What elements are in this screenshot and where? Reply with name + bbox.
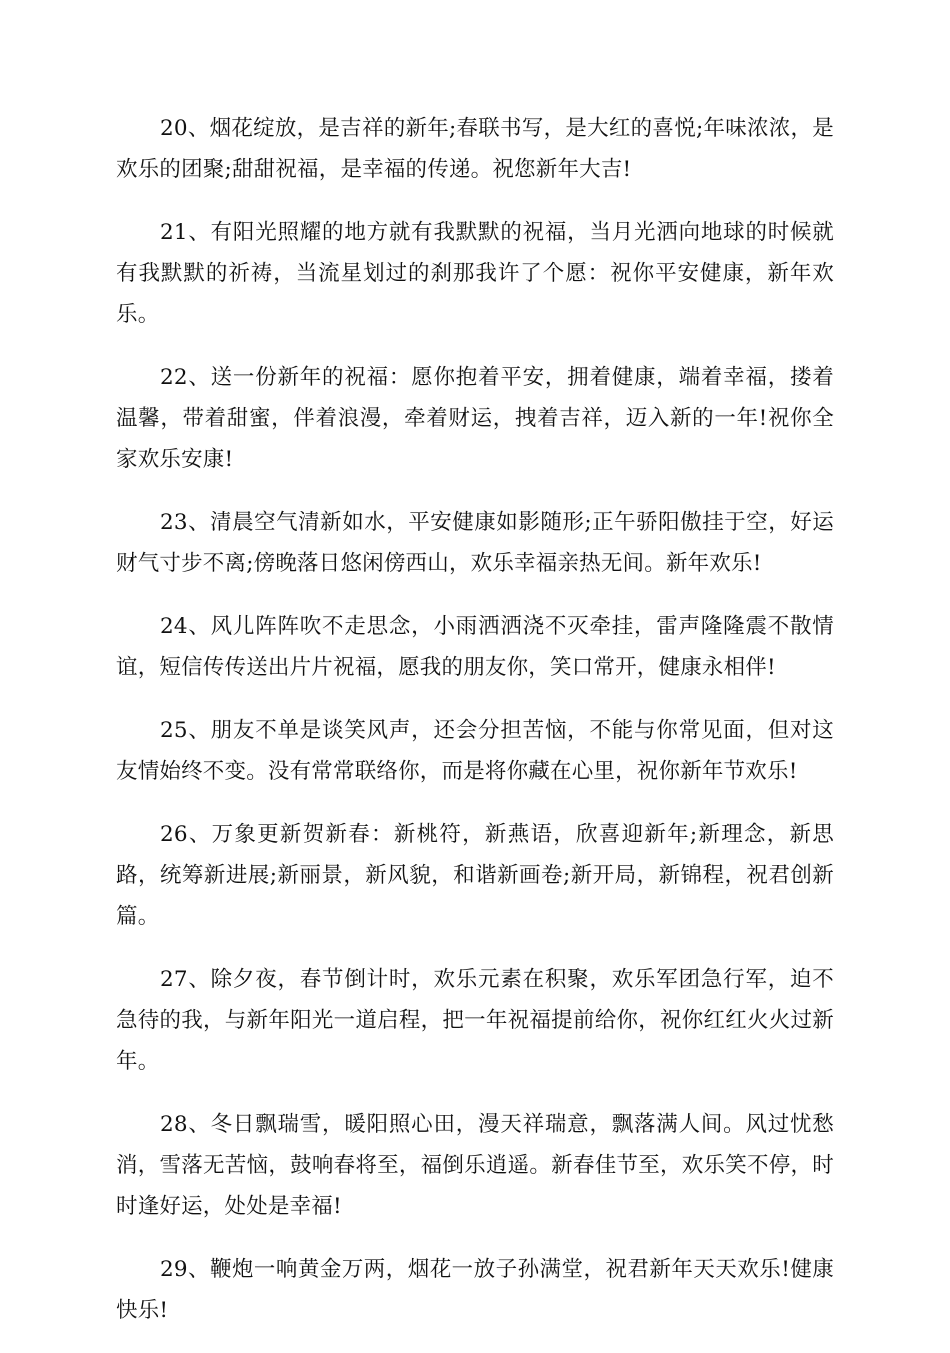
paragraph-24: 24、风儿阵阵吹不走思念，小雨洒洒浇不灭牵挂，雷声隆隆震不散情谊，短信传传送出片片祝福，愿我的朋友你，笑口常开，健康永相伴! — [116, 614, 834, 680]
paragraph-29: 29、鞭炮一响黄金万两，烟花一放子孙满堂，祝君新年天天欢乐!健康快乐! — [116, 1257, 834, 1323]
paragraph-28: 28、冬日飘瑞雪，暖阳照心田，漫天祥瑞意，飘落满人间。风过忧愁消，雪落无苦恼，鼓响春将至，福倒乐逍遥。新春佳节至，欢乐笑不停，时时逢好运，处处是幸福! — [116, 1112, 834, 1219]
paragraph-27: 27、除夕夜，春节倒计时，欢乐元素在积聚，欢乐军团急行军，迫不急待的我，与新年阳光一道启程，把一年祝福提前给你，祝你红红火火过新年。 — [116, 967, 834, 1074]
paragraph-25: 25、朋友不单是谈笑风声，还会分担苦恼，不能与你常见面，但对这友情始终不变。没有常常联络你，而是将你藏在心里，祝你新年节欢乐! — [116, 718, 834, 784]
paragraph-22: 22、送一份新年的祝福：愿你抱着平安，拥着健康，端着幸福，搂着温馨，带着甜蜜，伴着浪漫，牵着财运，拽着吉祥，迈入新的一年!祝你全家欢乐安康! — [116, 365, 834, 472]
paragraph-20: 20、烟花绽放，是吉祥的新年;春联书写，是大红的喜悦;年味浓浓，是欢乐的团聚;甜甜祝福，是幸福的传递。祝您新年大吉! — [116, 116, 834, 182]
document-body — [116, 108, 834, 1353]
paragraph-21: 21、有阳光照耀的地方就有我默默的祝福，当月光洒向地球的时候就有我默默的祈祷，当流星划过的刹那我许了个愿：祝你平安健康，新年欢乐。 — [116, 220, 834, 327]
paragraph-23: 23、清晨空气清新如水，平安健康如影随形;正午骄阳傲挂于空，好运财气寸步不离;傍晚落日悠闲傍西山，欢乐幸福亲热无间。新年欢乐! — [116, 510, 834, 576]
paragraph-26: 26、万象更新贺新春：新桃符，新燕语，欣喜迎新年;新理念，新思路，统筹新进展;新丽景，新风貌，和谐新画卷;新开局，新锦程，祝君创新篇。 — [116, 822, 834, 929]
